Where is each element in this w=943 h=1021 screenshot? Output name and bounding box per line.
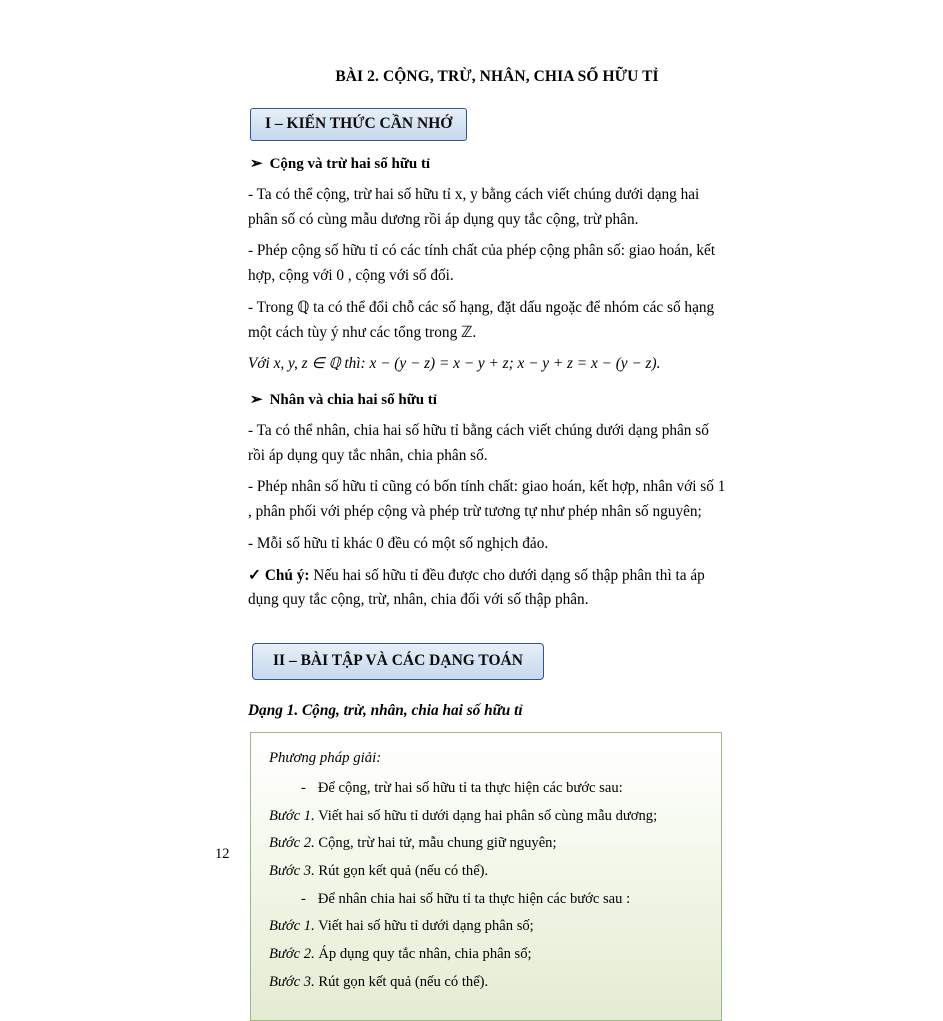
step-label: Bước 2. [269,946,315,963]
paragraph-cong-tru-formula: Với x, y, z ∈ ℚ thì: x − (y − z) = x − y + z; x − y + z = x − (y − z). [248,355,661,373]
dang-1-title: Dạng 1. Cộng, trừ, nhân, chia hai số hữu tỉ [248,702,523,720]
subsection-title-text-2: Nhân và chia hai số hữu tỉ [269,392,437,409]
subsection-heading-cong-tru [250,154,728,176]
step-text: Viết hai số hữu tỉ dưới dạng phân số; [314,918,534,935]
step-label: Bước 2. [269,835,315,852]
step-label: Bước 1. [269,807,315,824]
note-label: Chú ý: [264,566,310,584]
step-text: Rút gọn kết quả (nếu có thể). [314,863,489,880]
method-step-1-2 [269,832,705,856]
method-step-2-1 [269,915,705,939]
subsection-heading-nhan-chia [250,390,728,412]
paragraph-nhan-chia-2: - Phép nhân số hữu tỉ cũng có bốn tính chất: giao hoán, kết hợp, nhân với số 1 , phân phối với phép cộng và phép trừ tương tự như phép nhân số nguyên; [248,478,726,521]
method-heading: Phương pháp giải: [269,750,382,767]
bullet-arrow-icon-2: ➢ [250,392,263,409]
step-label: Bước 3. [269,973,315,990]
section-banner-kien-thuc: I – KIẾN THỨC CẦN NHỚ [250,108,467,141]
paragraph-nhan-chia-1: - Ta có thể nhân, chia hai số hữu tỉ bằng cách viết chúng dưới dạng phân số rồi áp dụng quy tắc nhân, chia phân số. [248,421,709,464]
method-step-2-2 [269,943,705,967]
note-text: Nếu hai số hữu tỉ đều được cho dưới dạng số thập phân thì ta áp dụng quy tắc cộng, trừ, nhân, chia đối với số thập phân. [248,566,705,609]
note-chu-y [248,564,728,614]
method-step-1-3 [269,860,705,884]
step-text: Rút gọn kết quả (nếu có thể). [314,973,489,990]
step-text: Áp dụng quy tắc nhân, chia phân số; [314,946,532,963]
dash-bullet-icon: - [301,780,306,797]
step-label: Bước 3. [269,863,315,880]
step-text: Cộng, trừ hai tử, mẫu chung giữ nguyên; [314,835,557,852]
paragraph-cong-tru-1: - Ta có thể cộng, trừ hai số hữu tỉ x, y bằng cách viết chúng dưới dạng hai phân số có cùng mẫu dương rồi áp dụng quy tắc cộng, trừ phân. [248,185,700,228]
method-item-2 [301,888,705,912]
step-text: Viết hai số hữu tỉ dưới dạng hai phân số cùng mẫu dương; [314,807,658,824]
section-banner-bai-tap: II – BÀI TẬP VÀ CÁC DẠNG TOÁN [252,643,544,680]
check-icon: ✓ [248,566,261,584]
subsection-title-text: Cộng và trừ hai số hữu tỉ [269,156,431,172]
method-item-1 [301,777,705,801]
phuong-phap-giai-box [250,732,722,1021]
paragraph-nhan-chia-3: - Mỗi số hữu tỉ khác 0 đều có một số nghịch đảo. [248,534,549,552]
step-label: Bước 1. [269,918,315,935]
page-number: 12 [215,846,230,862]
method-item-1-text: Để cộng, trừ hai số hữu tỉ ta thực hiện các bước sau: [317,780,623,797]
bullet-arrow-icon: ➢ [250,156,263,172]
page-title: BÀI 2. CỘNG, TRỪ, NHÂN, CHIA SỐ HỮU TỈ [335,68,659,85]
paragraph-cong-tru-2: - Phép cộng số hữu tỉ có các tính chất của phép cộng phân số: giao hoán, kết hợp, cộng với 0 , cộng với số đối. [248,242,716,285]
method-step-2-3 [269,971,705,995]
dash-bullet-icon-2: - [301,890,306,907]
method-item-2-text: Để nhân chia hai số hữu tỉ ta thực hiện các bước sau : [317,890,631,907]
method-step-1-1 [269,805,705,829]
paragraph-cong-tru-3: - Trong ℚ ta có thể đổi chỗ các số hạng, đặt dấu ngoặc để nhóm các số hạng một cách tùy ý như các tổng trong ℤ. [248,298,715,341]
